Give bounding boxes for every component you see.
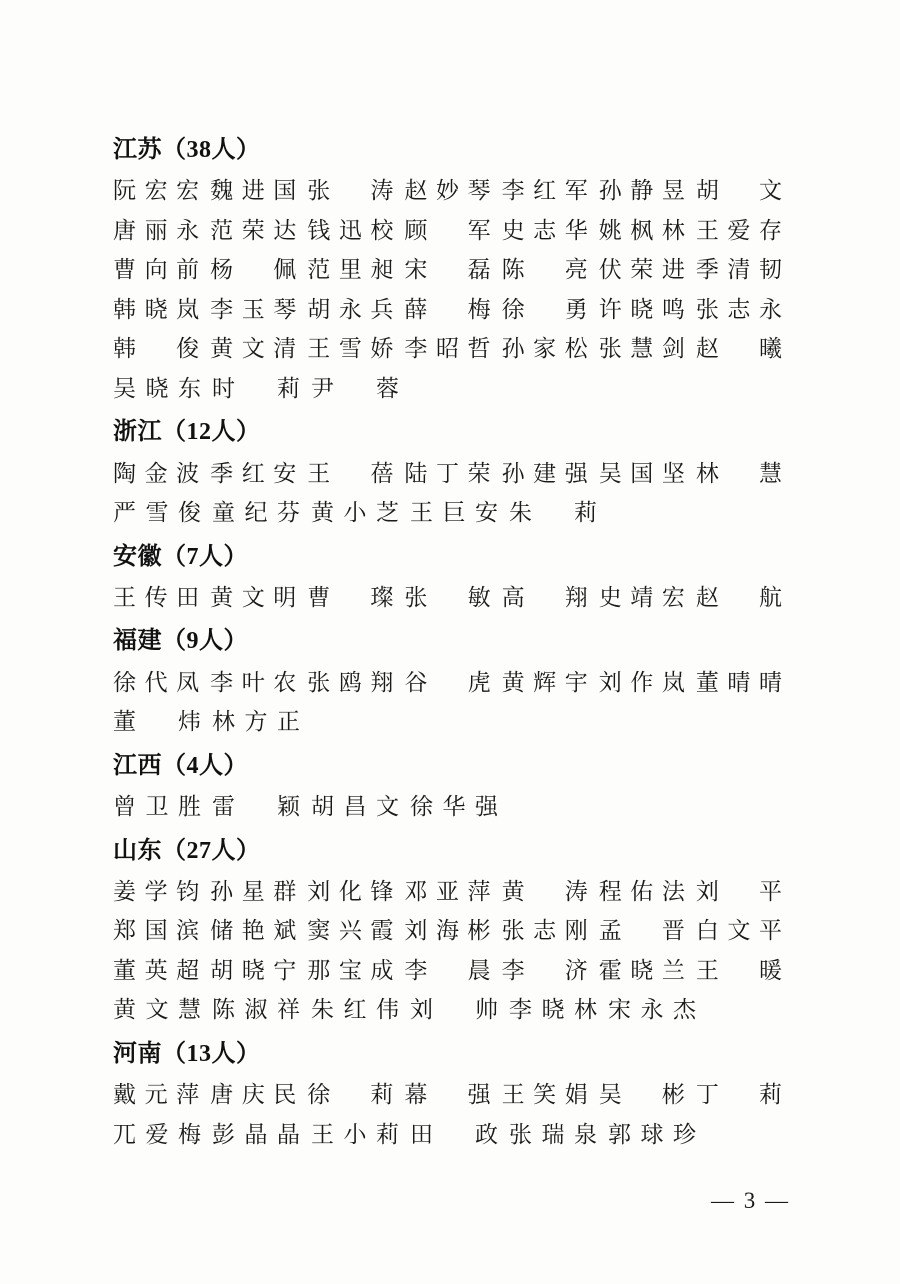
name-gap [782, 872, 793, 912]
person-name: 张 涛 [307, 178, 394, 204]
name-row [113, 250, 793, 290]
name-gap [685, 1075, 696, 1115]
name-gap [491, 329, 502, 369]
name-gap [201, 990, 212, 1030]
person-name: 黄 文 清 [210, 336, 297, 362]
person-name: 尹 蓉 [311, 375, 399, 401]
person-name: 范 荣 达 [210, 217, 297, 243]
name-gap [588, 171, 599, 211]
name-gap [199, 250, 210, 290]
person-name: 孙 建 强 [501, 460, 588, 486]
person-name: 邓 亚 萍 [404, 878, 491, 904]
name-gap [782, 454, 793, 494]
person-name: 赵 曦 [695, 336, 782, 362]
person-name: 徐 华 强 [410, 793, 498, 819]
person-name: 吴 晓 东 [113, 375, 201, 401]
name-gap [199, 1075, 210, 1115]
person-name: 季 红 安 [210, 460, 297, 486]
person-name: 陈 淑 祥 [212, 997, 300, 1023]
person-name: 宋 永 杰 [608, 997, 696, 1023]
person-name: 许 晓 鸣 [598, 296, 685, 322]
name-gap [685, 290, 696, 330]
name-gap [491, 454, 502, 494]
name-gap [685, 211, 696, 251]
name-rows [113, 171, 793, 408]
name-gap [300, 787, 311, 827]
person-name: 韩 俊 [113, 336, 200, 362]
name-gap [685, 578, 696, 618]
name-gap [685, 171, 696, 211]
name-gap [296, 211, 307, 251]
name-gap [588, 1075, 599, 1115]
name-gap [296, 454, 307, 494]
person-name: 张 敏 [404, 584, 491, 610]
person-name: 薛 梅 [404, 296, 491, 322]
name-row [113, 329, 793, 369]
province-section [113, 623, 793, 741]
person-name: 陶 金 波 [113, 460, 200, 486]
name-gap [597, 1115, 608, 1155]
person-name: 严 雪 俊 [113, 500, 201, 526]
person-name: 李 叶 农 [210, 669, 297, 695]
name-gap [300, 1115, 311, 1155]
name-gap [399, 493, 410, 533]
name-row [113, 454, 793, 494]
name-row [113, 290, 793, 330]
person-name: 胡 永 兵 [307, 296, 394, 322]
person-name: 韩 晓 岚 [113, 296, 200, 322]
person-name: 兀 爱 梅 [113, 1121, 201, 1147]
name-gap [588, 911, 599, 951]
name-gap [588, 578, 599, 618]
province-heading: 福建（9人） [113, 628, 248, 655]
person-name: 徐 代 凤 [113, 669, 200, 695]
name-gap [685, 454, 696, 494]
person-name: 戴 元 萍 [113, 1082, 200, 1108]
person-name: 徐 莉 [307, 1082, 394, 1108]
name-gap [782, 171, 793, 211]
name-gap [300, 493, 311, 533]
name-gap [588, 951, 599, 991]
name-row [113, 990, 793, 1030]
person-name: 幕 强 [404, 1082, 491, 1108]
name-gap [498, 493, 509, 533]
name-gap [300, 990, 311, 1030]
province-heading: 安徽（7人） [113, 543, 248, 570]
name-gap [498, 990, 509, 1030]
person-name: 范 里 昶 [307, 257, 394, 283]
name-gap [782, 663, 793, 703]
name-gap [498, 1115, 509, 1155]
person-name: 唐 丽 永 [113, 217, 200, 243]
name-row [113, 1115, 793, 1155]
person-name: 李 晓 林 [509, 997, 597, 1023]
name-gap [201, 787, 212, 827]
person-name: 王 传 田 [113, 584, 200, 610]
name-row [113, 369, 793, 409]
person-name: 董 晴 晴 [695, 669, 782, 695]
name-gap [296, 250, 307, 290]
person-name: 刘 海 彬 [404, 918, 491, 944]
name-rows [113, 1075, 793, 1154]
name-gap [685, 951, 696, 991]
name-gap [399, 787, 410, 827]
name-gap [491, 951, 502, 991]
name-gap [393, 454, 404, 494]
name-gap [685, 329, 696, 369]
province-heading: 江苏（38人） [113, 137, 261, 163]
person-name: 史 靖 宏 [598, 584, 685, 610]
name-list-content [113, 126, 793, 1156]
person-name: 窦 兴 霞 [307, 918, 394, 944]
person-name: 程 佑 法 [598, 878, 685, 904]
person-name: 朱 莉 [509, 500, 597, 526]
name-gap [782, 290, 793, 330]
person-name: 丁 莉 [695, 1082, 782, 1108]
name-gap [393, 578, 404, 618]
name-gap [393, 329, 404, 369]
person-name: 曾 卫 胜 [113, 793, 201, 819]
name-gap [393, 1075, 404, 1115]
person-name: 时 莉 [212, 375, 300, 401]
province-section [113, 833, 793, 1030]
name-gap [393, 211, 404, 251]
person-name: 胡 晓 宁 [210, 957, 297, 983]
name-gap [296, 329, 307, 369]
person-name: 吴 国 坚 [598, 460, 685, 486]
name-gap [782, 911, 793, 951]
person-name: 董 炜 [113, 709, 201, 735]
name-gap [296, 872, 307, 912]
person-name: 王 雪 娇 [307, 336, 394, 362]
person-name: 吴 彬 [598, 1082, 685, 1108]
person-name: 郭 球 珍 [608, 1121, 696, 1147]
person-name: 刘 帅 [410, 997, 498, 1023]
name-gap [491, 250, 502, 290]
name-gap [296, 171, 307, 211]
name-gap [393, 171, 404, 211]
person-name: 王 蓓 [307, 460, 394, 486]
person-name: 那 宝 成 [307, 957, 394, 983]
name-gap [588, 329, 599, 369]
name-gap [296, 911, 307, 951]
name-gap [199, 329, 210, 369]
person-name: 李 红 军 [501, 178, 588, 204]
name-gap [399, 1115, 410, 1155]
province-section [113, 132, 793, 408]
person-name: 曹 璨 [307, 584, 394, 610]
province-section [113, 1036, 793, 1154]
name-row [113, 1075, 793, 1115]
name-gap [296, 951, 307, 991]
name-gap [597, 990, 608, 1030]
name-gap [393, 663, 404, 703]
person-name: 张 瑞 泉 [509, 1121, 597, 1147]
province-heading: 江西（4人） [113, 752, 248, 779]
name-gap [588, 290, 599, 330]
person-name: 赵 妙 琴 [404, 178, 491, 204]
name-gap [201, 493, 212, 533]
name-row [113, 872, 793, 912]
person-name: 李 济 [501, 957, 588, 983]
name-gap [199, 951, 210, 991]
person-name: 王 暖 [695, 957, 782, 983]
name-gap [588, 454, 599, 494]
person-name: 姜 学 钧 [113, 878, 200, 904]
name-gap [199, 578, 210, 618]
person-name: 徐 勇 [501, 296, 588, 322]
person-name: 储 艳 斌 [210, 918, 297, 944]
name-gap [296, 290, 307, 330]
province-section [113, 539, 793, 618]
name-rows [113, 454, 793, 533]
person-name: 黄 文 慧 [113, 997, 201, 1023]
person-name: 胡 文 [695, 178, 782, 204]
name-gap [199, 663, 210, 703]
name-gap [201, 1115, 212, 1155]
person-name: 白 文 平 [695, 918, 782, 944]
person-name: 杨 佩 [210, 257, 297, 283]
name-gap [199, 911, 210, 951]
name-gap [498, 787, 509, 827]
name-rows [113, 872, 793, 1030]
person-name: 李 玉 琴 [210, 296, 297, 322]
person-name: 黄 辉 宇 [501, 669, 588, 695]
person-name: 胡 昌 文 [311, 793, 399, 819]
person-name: 赵 航 [695, 584, 782, 610]
person-name: 郑 国 滨 [113, 918, 200, 944]
name-row [113, 211, 793, 251]
person-name: 霍 晓 兰 [598, 957, 685, 983]
person-name: 张 志 刚 [501, 918, 588, 944]
name-gap [296, 578, 307, 618]
person-name: 孙 静 昱 [598, 178, 685, 204]
person-name: 王 笑 娟 [501, 1082, 588, 1108]
person-name: 刘 化 锋 [307, 878, 394, 904]
name-gap [491, 663, 502, 703]
name-row [113, 702, 793, 742]
name-gap [393, 951, 404, 991]
person-name: 彭 晶 晶 [212, 1121, 300, 1147]
name-gap [685, 663, 696, 703]
person-name: 王 爱 存 [695, 217, 782, 243]
person-name: 董 英 超 [113, 957, 200, 983]
person-name: 顾 军 [404, 217, 491, 243]
person-name: 王 巨 安 [410, 500, 498, 526]
person-name: 孙 家 松 [501, 336, 588, 362]
name-gap [199, 171, 210, 211]
person-name: 阮 宏 宏 [113, 178, 200, 204]
name-gap [491, 171, 502, 211]
name-gap [199, 454, 210, 494]
person-name: 李 晨 [404, 957, 491, 983]
name-rows [113, 787, 793, 827]
name-gap [199, 872, 210, 912]
name-gap [300, 702, 311, 742]
person-name: 童 纪 芬 [212, 500, 300, 526]
name-gap [782, 578, 793, 618]
province-heading: 浙江（12人） [113, 419, 261, 446]
name-gap [399, 369, 410, 409]
name-gap [782, 211, 793, 251]
name-rows [113, 578, 793, 618]
name-row [113, 493, 793, 533]
person-name: 高 翔 [501, 584, 588, 610]
name-gap [696, 990, 707, 1030]
person-name: 唐 庆 民 [210, 1082, 297, 1108]
person-name: 黄 小 芝 [311, 500, 399, 526]
person-name: 田 政 [410, 1121, 498, 1147]
person-name: 王 小 莉 [311, 1121, 399, 1147]
name-row [113, 171, 793, 211]
name-gap [296, 663, 307, 703]
name-gap [393, 290, 404, 330]
person-name: 孟 晋 [598, 918, 685, 944]
name-gap [588, 211, 599, 251]
person-name: 朱 红 伟 [311, 997, 399, 1023]
person-name: 雷 颖 [212, 793, 300, 819]
name-gap [199, 290, 210, 330]
person-name: 孙 星 群 [210, 878, 297, 904]
person-name: 曹 向 前 [113, 257, 200, 283]
person-name: 林 方 正 [212, 709, 300, 735]
person-name: 黄 文 明 [210, 584, 297, 610]
name-gap [696, 1115, 707, 1155]
name-gap [399, 990, 410, 1030]
province-section [113, 414, 793, 532]
name-gap [491, 290, 502, 330]
name-gap [300, 369, 311, 409]
province-section [113, 748, 793, 827]
name-gap [491, 578, 502, 618]
name-gap [491, 211, 502, 251]
person-name: 钱 迅 校 [307, 217, 394, 243]
person-name: 宋 磊 [404, 257, 491, 283]
name-gap [491, 911, 502, 951]
name-gap [201, 702, 212, 742]
person-name: 谷 虎 [404, 669, 491, 695]
name-gap [685, 872, 696, 912]
province-heading: 河南（13人） [113, 1040, 261, 1067]
person-name: 刘 平 [695, 878, 782, 904]
name-gap [393, 872, 404, 912]
person-name: 张 鸥 翔 [307, 669, 394, 695]
name-gap [588, 663, 599, 703]
person-name: 林 慧 [695, 460, 782, 486]
name-gap [201, 369, 212, 409]
person-name: 伏 荣 进 [598, 257, 685, 283]
person-name: 季 清 韧 [695, 257, 782, 283]
name-row [113, 911, 793, 951]
name-gap [588, 250, 599, 290]
person-name: 陆 丁 荣 [404, 460, 491, 486]
name-gap [685, 250, 696, 290]
name-gap [491, 872, 502, 912]
name-gap [782, 250, 793, 290]
name-row [113, 663, 793, 703]
person-name: 魏 进 国 [210, 178, 297, 204]
person-name: 李 昭 哲 [404, 336, 491, 362]
page-number: — 3 — [711, 1188, 790, 1213]
person-name: 张 志 永 [695, 296, 782, 322]
name-rows [113, 663, 793, 742]
person-name: 刘 作 岚 [598, 669, 685, 695]
name-gap [393, 250, 404, 290]
person-name: 张 慧 剑 [598, 336, 685, 362]
name-gap [588, 872, 599, 912]
province-heading: 山东（27人） [113, 837, 261, 864]
name-gap [296, 1075, 307, 1115]
name-gap [597, 493, 608, 533]
name-row [113, 951, 793, 991]
name-gap [393, 911, 404, 951]
name-gap [782, 329, 793, 369]
person-name: 陈 亮 [501, 257, 588, 283]
name-gap [199, 211, 210, 251]
person-name: 史 志 华 [501, 217, 588, 243]
name-row [113, 787, 793, 827]
name-gap [685, 911, 696, 951]
person-name: 黄 涛 [501, 878, 588, 904]
name-row [113, 578, 793, 618]
name-gap [782, 1075, 793, 1115]
name-gap [782, 951, 793, 991]
name-gap [491, 1075, 502, 1115]
person-name: 姚 枫 林 [598, 217, 685, 243]
